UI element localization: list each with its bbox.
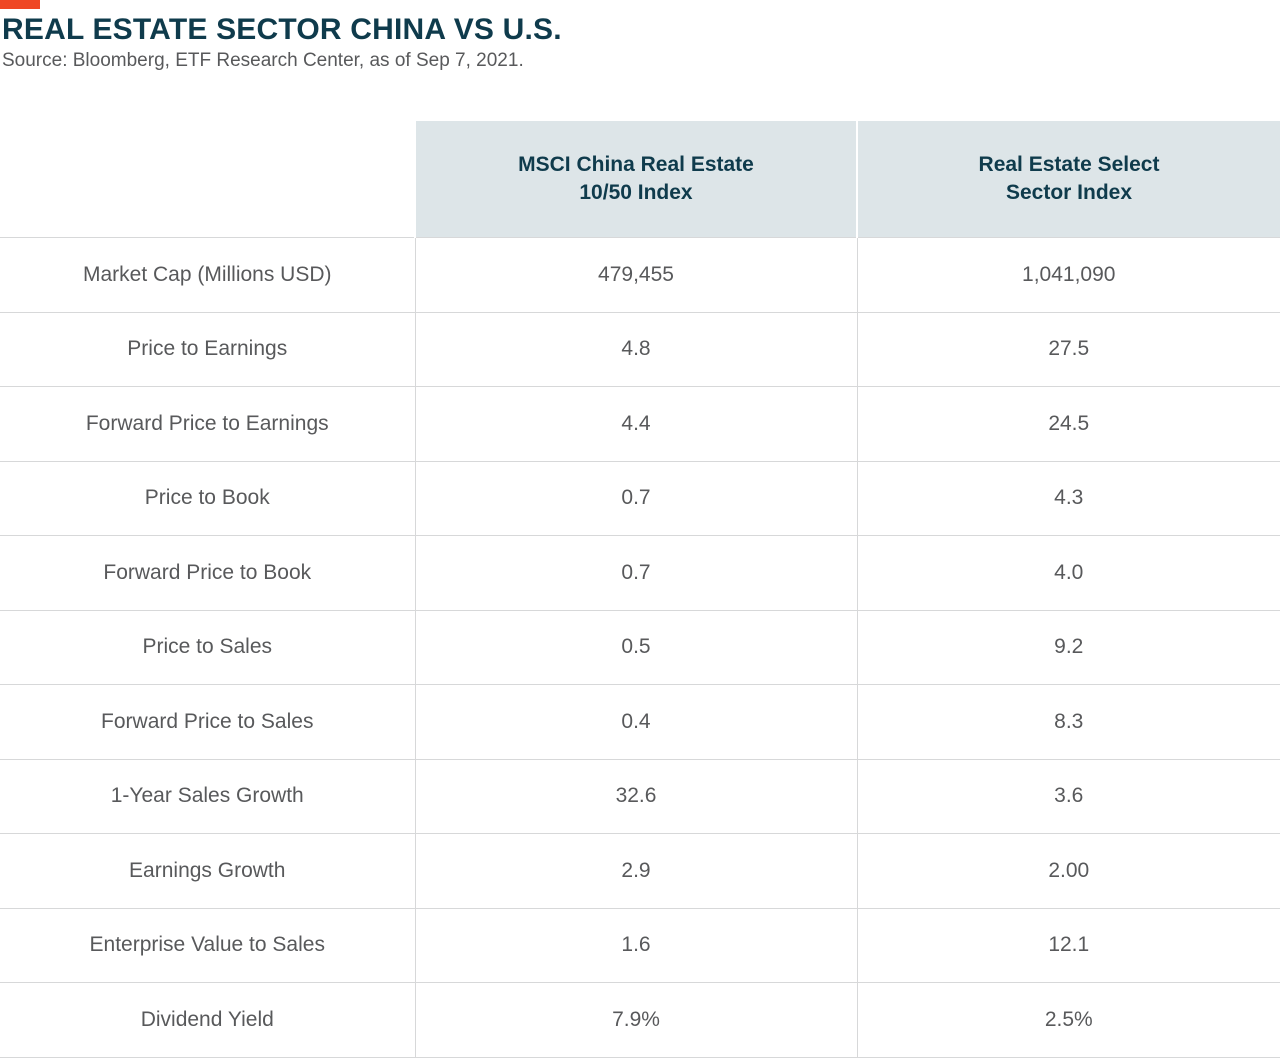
row-value-us: 4.3: [857, 461, 1280, 536]
column-header-us: [857, 121, 1280, 238]
row-value-china: 4.8: [415, 312, 857, 387]
table-row: [0, 759, 1280, 834]
row-value-china: 0.5: [415, 610, 857, 685]
table-row: [0, 983, 1280, 1058]
row-value-china: 4.4: [415, 387, 857, 462]
row-label: Forward Price to Book: [0, 536, 415, 611]
row-value-us: 9.2: [857, 610, 1280, 685]
row-value-us: 2.00: [857, 834, 1280, 909]
figure-header: [0, 0, 1280, 72]
row-value-china: 1.6: [415, 908, 857, 983]
row-value-china: 0.7: [415, 536, 857, 611]
source-note: Source: Bloomberg, ETF Research Center, as of Sep 7, 2021.: [2, 49, 524, 71]
table-corner-cell: [0, 121, 415, 238]
row-label: Forward Price to Earnings: [0, 387, 415, 462]
row-label: Price to Sales: [0, 610, 415, 685]
row-value-us: 3.6: [857, 759, 1280, 834]
table-row: [0, 461, 1280, 536]
row-label: Forward Price to Sales: [0, 685, 415, 760]
table-row: [0, 387, 1280, 462]
row-value-us: 1,041,090: [857, 238, 1280, 313]
table-row: [0, 685, 1280, 760]
row-value-china: 7.9%: [415, 983, 857, 1058]
row-value-us: 27.5: [857, 312, 1280, 387]
table-row: [0, 238, 1280, 313]
row-value-china: 2.9: [415, 834, 857, 909]
table-row: [0, 908, 1280, 983]
row-label: 1-Year Sales Growth: [0, 759, 415, 834]
table-row: [0, 536, 1280, 611]
table-row: [0, 312, 1280, 387]
row-label: Enterprise Value to Sales: [0, 908, 415, 983]
row-label: Price to Earnings: [0, 312, 415, 387]
row-value-china: 0.7: [415, 461, 857, 536]
row-value-us: 12.1: [857, 908, 1280, 983]
table-header-row: [0, 121, 1280, 238]
row-value-us: 8.3: [857, 685, 1280, 760]
column-header-china: [415, 121, 857, 238]
row-value-us: 4.0: [857, 536, 1280, 611]
table-body: [0, 238, 1280, 1058]
row-label: Earnings Growth: [0, 834, 415, 909]
column-header-china-line1: MSCI China Real Estate: [518, 153, 754, 177]
page-title: REAL ESTATE SECTOR CHINA VS U.S.: [2, 13, 562, 46]
row-value-us: 24.5: [857, 387, 1280, 462]
row-value-us: 2.5%: [857, 983, 1280, 1058]
row-label: Market Cap (Millions USD): [0, 238, 415, 313]
column-header-us-line1: Real Estate Select: [978, 153, 1160, 177]
row-value-china: 32.6: [415, 759, 857, 834]
accent-bar: [0, 0, 40, 9]
table-row: [0, 610, 1280, 685]
row-label: Dividend Yield: [0, 983, 415, 1058]
column-header-china-line2: 10/50 Index: [579, 181, 693, 204]
table-row: [0, 834, 1280, 909]
comparison-table: [0, 121, 1280, 1058]
column-header-us-line2: Sector Index: [1005, 181, 1133, 204]
table-header: [0, 121, 1280, 238]
row-value-china: 0.4: [415, 685, 857, 760]
row-label: Price to Book: [0, 461, 415, 536]
row-value-china: 479,455: [415, 238, 857, 313]
